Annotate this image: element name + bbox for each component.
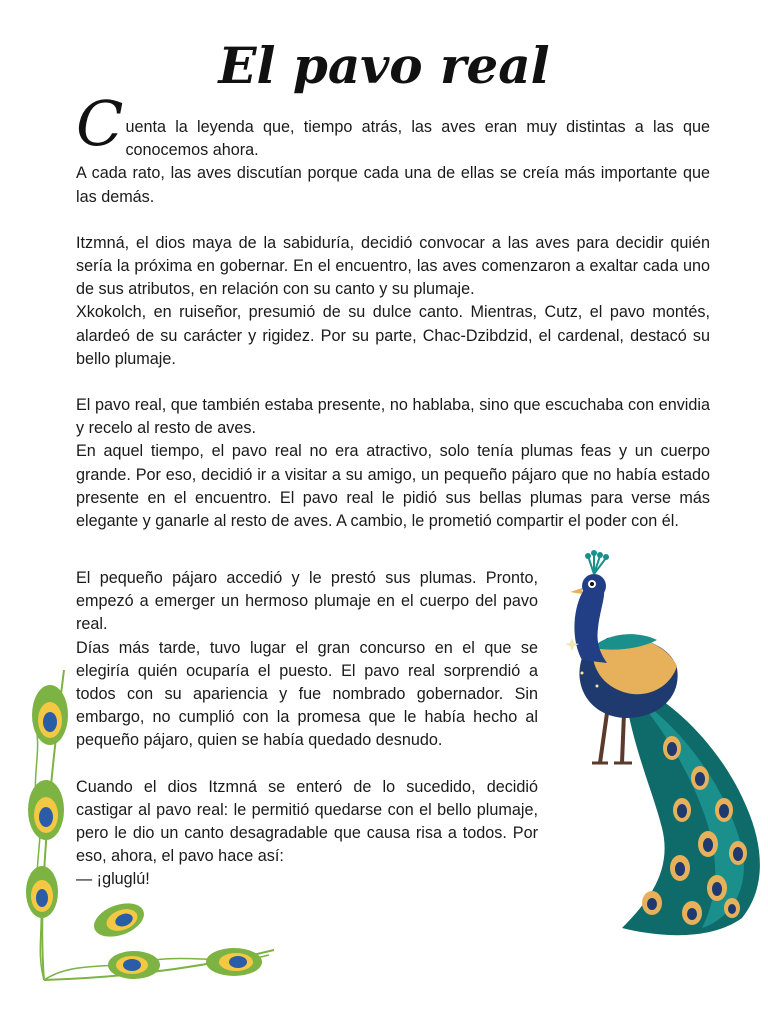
paragraph-line: El pequeño pájaro accedió y le prestó sus plumas. Pronto, empezó a emerger un hermoso plumaje en el cuerpo del pavo real. bbox=[76, 569, 538, 634]
paragraph-line: — ¡gluglú! bbox=[76, 870, 150, 889]
peacock-illustration bbox=[552, 548, 768, 940]
feather-eyes bbox=[26, 685, 262, 979]
drop-cap: C bbox=[76, 87, 124, 160]
paragraph-line: A cada rato, las aves discutían porque cada una de ellas se creía más importante que las demás. bbox=[76, 164, 710, 206]
paragraph-line: Itzmná, el dios maya de la sabiduría, decidió convocar a las aves para decidir quién sería la próxima en gobernar. En el encuentro, las aves comenzaron a exaltar cada uno de sus atributos, en relación con su canto y su plumaje. bbox=[76, 233, 710, 299]
paragraph-line bbox=[76, 87, 710, 162]
paragraph-line: Cuando el dios Itzmná se enteró de lo sucedido, decidió castigar al pavo real: le permitió quedarse con el bello plumaje, pero le dio un canto desagradable que causa risa a todos. Por eso, ahora, el pavo hace así: bbox=[76, 777, 538, 866]
peacock-tail bbox=[622, 678, 760, 935]
page-title: El pavo real bbox=[218, 36, 550, 95]
paragraph bbox=[76, 87, 710, 209]
paragraph-line: Xkokolch, en ruiseñor, presumió de su dulce canto. Mientras, Cutz, el pavo montés, alardeó de su carácter y rigidez. Por su parte, Chac-Dzibdzid, el cardenal, destacó su bello plumaje. bbox=[76, 303, 710, 368]
paragraph-text: uenta la leyenda que, tiempo atrás, las aves eran muy distintas a las que conocemos ahora. bbox=[125, 118, 710, 160]
paragraph-line: Días más tarde, tuvo lugar el gran concurso en el que se elegiría quién ocuparía el puesto. El pavo real sorprendió a todos con su apariencia y fue nombrado gobernador. Sin embargo, no cumplió con la promesa que le había hecho al pequeño pájaro, quien se había quedado desnudo. bbox=[76, 638, 538, 750]
paragraph bbox=[76, 394, 710, 533]
paragraph bbox=[76, 232, 710, 371]
paragraph-line: En aquel tiempo, el pavo real no era atractivo, solo tenía plumas feas y un cuerpo grande. Por eso, decidió ir a visitar a su amigo, un pequeño pájaro que no había estado presente en el encuentro. El pavo real le pidió sus bellas plumas para verse más elegante y ganarle al resto de aves. A cambio, le prometió compartir el poder con él. bbox=[76, 442, 710, 531]
peacock-feather-corner bbox=[14, 660, 284, 990]
paragraph-line: El pavo real, que también estaba presente, no hablaba, sino que escuchaba con envidia y recelo al resto de aves. bbox=[76, 396, 710, 438]
story-text-top bbox=[76, 87, 710, 556]
